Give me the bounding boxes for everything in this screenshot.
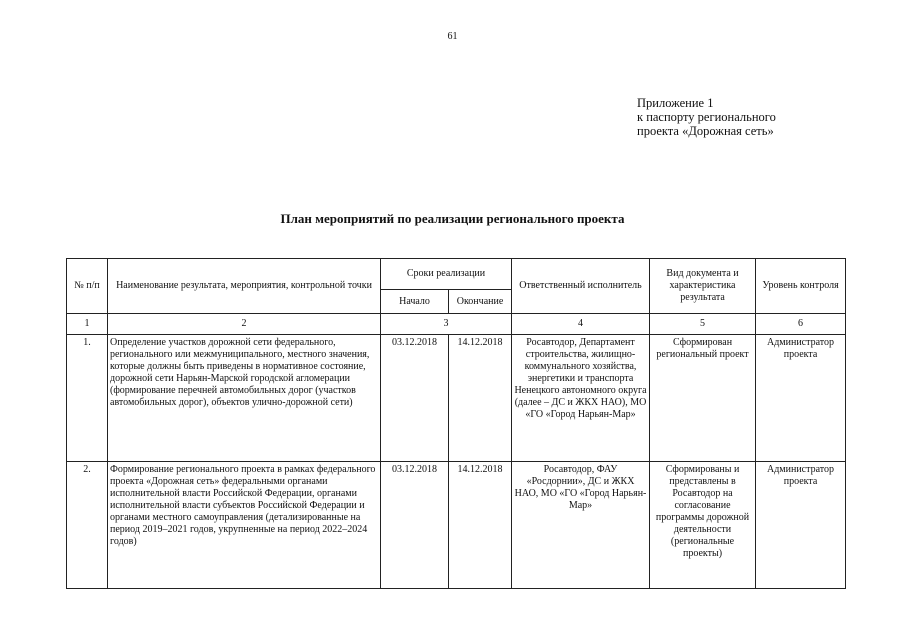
header-dates: Сроки реализации <box>381 259 512 290</box>
plan-table <box>66 258 846 589</box>
table-row <box>67 462 846 589</box>
appendix-line-2: к паспорту регионального <box>637 110 776 124</box>
row-control-level: Администратор проекта <box>756 462 846 589</box>
row-name: Формирование регионального проекта в рамках федерального проекта «Дорожная сеть» федеральными органами исполнительной власти Российской Федерации, органами исполнительной власти субъектов Российской Федерации и органами местного самоуправления (детализированные на период 2019–2021 годов, укрупненные на период 2022–2024 годов) <box>108 462 381 589</box>
column-number: 6 <box>756 314 846 335</box>
row-end-date: 14.12.2018 <box>449 335 512 462</box>
column-number: 4 <box>512 314 650 335</box>
column-number: 5 <box>650 314 756 335</box>
row-document: Сформированы и представлены в Росавтодор на согласование программы дорожной деятельности (региональные проекты) <box>650 462 756 589</box>
row-document: Сформирован региональный проект <box>650 335 756 462</box>
page-number: 61 <box>447 31 458 42</box>
column-number-row <box>67 314 846 335</box>
column-number: 3 <box>381 314 512 335</box>
row-start-date: 03.12.2018 <box>381 335 449 462</box>
header-doc: Вид документа и характеристика результата <box>650 259 756 314</box>
row-name: Определение участков дорожной сети федерального, регионального или межмуниципального, местного значения, которые должны быть приведены в нормативное состояние, дорожной сети Нарьян-Марской городской агломерации (формирование перечней автомобильных дорог (участков автомобильных дорог), объектов улично-дорожной сети) <box>108 335 381 462</box>
document-title: План мероприятий по реализации регионального проекта <box>280 211 625 226</box>
row-end-date: 14.12.2018 <box>449 462 512 589</box>
header-end: Окончание <box>449 290 512 314</box>
header-name: Наименование результата, мероприятия, контрольной точки <box>108 259 381 314</box>
column-number: 2 <box>108 314 381 335</box>
row-executor: Росавтодор, Департамент строительства, жилищно-коммунального хозяйства, энергетики и транспорта Ненецкого автономного округа (далее – ДС и ЖКХ НАО), МО «ГО «Город Нарьян-Мар» <box>512 335 650 462</box>
appendix-note <box>637 96 776 138</box>
row-number: 2. <box>67 462 108 589</box>
table-row <box>67 335 846 462</box>
row-number: 1. <box>67 335 108 462</box>
row-control-level: Администратор проекта <box>756 335 846 462</box>
appendix-line-3: проекта «Дорожная сеть» <box>637 124 774 138</box>
row-executor: Росавтодор, ФАУ «Росдорнии», ДС и ЖКХ НАО, МО «ГО «Город Нарьян-Мар» <box>512 462 650 589</box>
appendix-line-1: Приложение 1 <box>637 96 714 110</box>
row-start-date: 03.12.2018 <box>381 462 449 589</box>
header-level: Уровень контроля <box>756 259 846 314</box>
column-number: 1 <box>67 314 108 335</box>
header-num: № п/п <box>67 259 108 314</box>
header-executor: Ответственный исполнитель <box>512 259 650 314</box>
header-start: Начало <box>381 290 449 314</box>
